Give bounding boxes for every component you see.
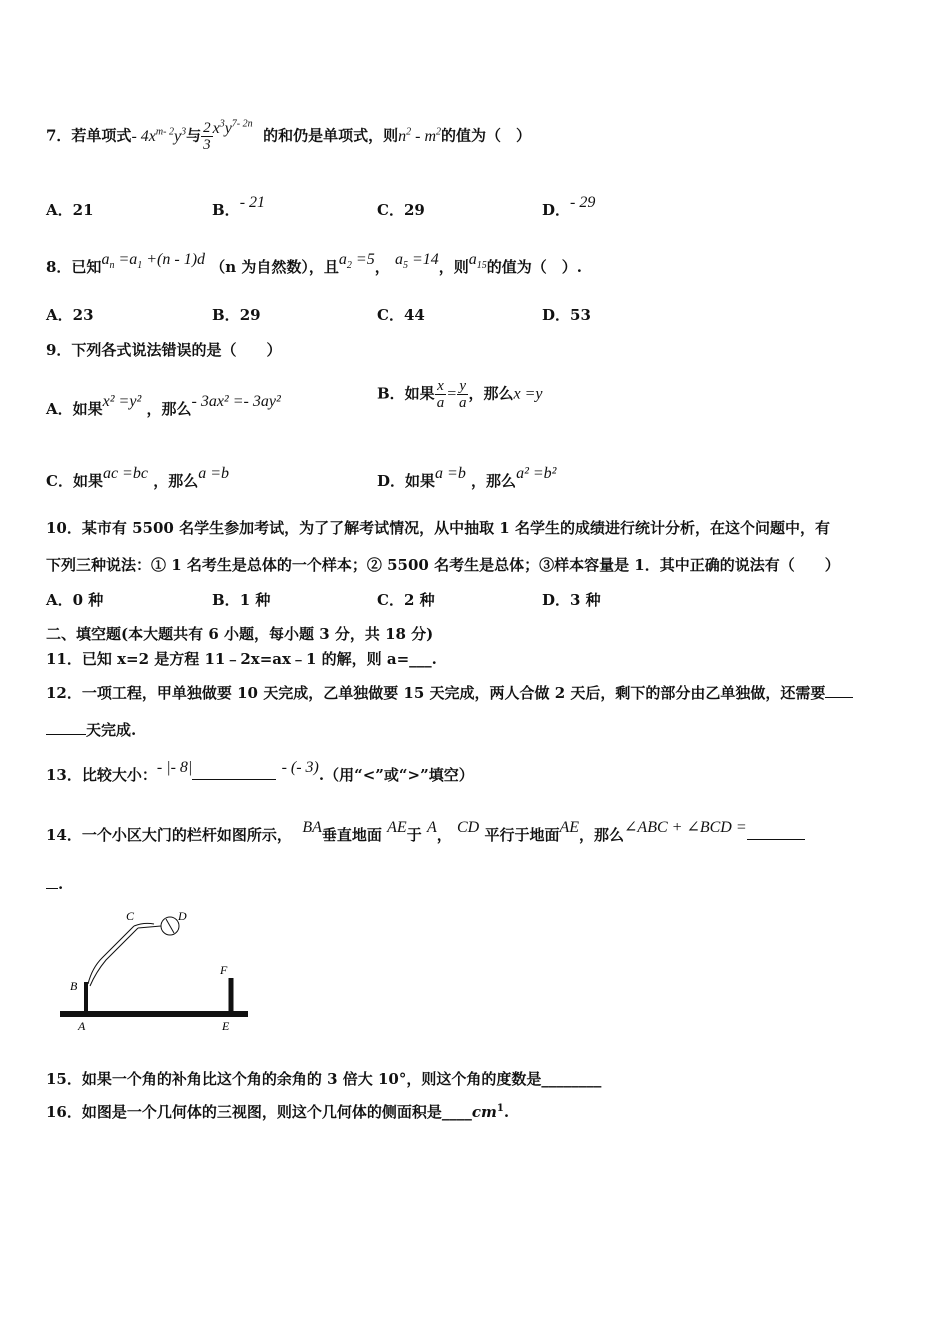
question-13	[46, 759, 474, 785]
q8-a5-var: a	[394, 251, 403, 268]
q8-a5-sub: 5	[402, 260, 408, 272]
q9-c-label: C．如果	[46, 472, 103, 490]
q7-mid: 的和仍是单项式，则	[263, 126, 399, 145]
q7-frac-num: 2	[203, 120, 211, 136]
q8-tail: 的值为（ ）.	[486, 258, 582, 276]
q13-right-expr: - (- 3)	[281, 759, 319, 776]
q14-a: A	[426, 819, 437, 836]
q7-opt-c-label: C．	[377, 201, 404, 219]
q12-tail: 天完成.	[86, 721, 137, 739]
q7-fraction	[201, 120, 213, 153]
q9-d-label: D．如果	[377, 472, 436, 490]
q14-comma: ，	[436, 826, 452, 844]
q8-then: ，则	[438, 258, 469, 276]
q8-a2	[338, 251, 375, 272]
q7-opt-b-value: - 21	[239, 194, 266, 211]
q14-ae: AE	[387, 819, 407, 836]
label-a: A	[78, 1019, 86, 1033]
question-15: 15．如果一个角的补角比这个角的余角的 3 倍大 10°，则这个角的度数是________	[46, 1070, 602, 1088]
q8-opt-d-label: D．	[542, 306, 571, 324]
q8-f-lhs-sub: n	[109, 260, 115, 272]
q7-monomial-1	[131, 128, 186, 145]
q7-expr-nexp: 2	[406, 126, 412, 138]
q9-c-then: ，那么	[153, 472, 199, 490]
q9-b-frac-1	[435, 378, 447, 411]
q9-c-result: a =b	[198, 465, 229, 482]
q14-tail: .	[58, 875, 64, 893]
q14-cd: CD	[456, 819, 480, 836]
q7-frac-den: 3	[203, 137, 211, 153]
q14-ba: BA	[302, 819, 322, 836]
q7-option-d	[542, 194, 596, 220]
q14-then: ，那么	[579, 826, 625, 844]
question-9: 9．下列各式说法错误的是（ ）	[46, 341, 282, 359]
q7-expr-m: m	[424, 127, 436, 145]
q8-a2-sub: 2	[346, 260, 352, 272]
q8-label: 8．已知	[46, 258, 102, 276]
q7-m1-exp: m- 2	[155, 126, 174, 138]
q7-monomial-2	[213, 120, 253, 137]
q10-option-d	[542, 589, 601, 610]
q8-f-rhs2: +(n - 1)d	[142, 251, 206, 268]
q7-opt-d-label: D．	[542, 201, 571, 219]
q8-opt-b-label: B．	[212, 306, 240, 324]
q8-opt-b-value: 29	[239, 306, 261, 324]
q7-m1-yexp: 3	[181, 126, 187, 138]
q8-opt-a-label: A．	[46, 306, 73, 324]
q10-opt-a-label: A．	[46, 591, 73, 609]
q8-a15-sub: 15	[476, 260, 487, 272]
q9-option-c	[46, 465, 229, 491]
q9-b-result: x =y	[513, 385, 543, 403]
q7-opt-d-value: - 29	[570, 194, 596, 211]
q10-option-a	[46, 589, 103, 610]
q9-d-result: a² =b²	[516, 465, 557, 482]
q7-expr-minus: -	[411, 127, 425, 145]
section-2-heading: 二、填空题(本大题共有 6 小题，每小题 3 分，共 18 分)	[46, 625, 434, 643]
q8-a2-val: =5	[351, 251, 375, 268]
q9-option-b	[377, 378, 543, 411]
question-16	[46, 1101, 509, 1122]
q7-option-b	[212, 194, 266, 220]
q9-option-d	[377, 465, 557, 491]
q9-a-label: A．如果	[46, 400, 103, 418]
q16-tail: .	[503, 1103, 510, 1121]
q7-opt-b-label: B．	[212, 201, 240, 219]
question-14	[46, 819, 805, 845]
q7-tail: 的值为（ ）	[441, 126, 532, 145]
q9-b-then: ，那么	[468, 384, 514, 403]
q7-m2-x: x	[212, 119, 220, 137]
q9-b-eq: =	[446, 385, 457, 403]
q8-a5	[394, 251, 439, 272]
question-11: 11．已知 x=2 是方程 11﹣2x=ax﹣1 的解，则 a=___.	[46, 650, 437, 668]
question-12-line-2	[46, 719, 136, 740]
q7-option-a	[46, 199, 94, 220]
q14-blank-a[interactable]	[747, 825, 805, 840]
q7-m1-coef: - 4	[131, 127, 149, 145]
q8-condition: （n 为自然数），且	[210, 258, 339, 276]
q12-text: 12．一项工程，甲单独做要 10 天完成，乙单独做要 15 天完成，两人合做 2 天后，剩下的部分由乙单独做，还需要	[46, 684, 826, 702]
q10-option-b	[212, 589, 270, 610]
q9-a-cond: x² =y²	[102, 393, 142, 410]
q8-f-lhs: a	[101, 251, 110, 268]
q8-a15-var: a	[468, 251, 477, 268]
bar-cd	[138, 926, 161, 928]
q7-expr-n: n	[398, 127, 407, 145]
q8-f-rhs1: =a	[114, 251, 138, 268]
q8-opt-d-value: 53	[570, 306, 591, 324]
q8-f-rhs1-sub: 1	[137, 260, 143, 272]
q9-b-label: B．如果	[377, 384, 435, 403]
q9-option-a	[46, 393, 281, 419]
q7-and: 与	[186, 126, 202, 145]
q7-m1-x: x	[148, 127, 156, 145]
bar-bc-2	[90, 928, 138, 986]
question-8	[46, 251, 582, 279]
q14-expression: ∠ABC + ∠BCD =	[624, 819, 747, 836]
q10-opt-d-label: D．	[542, 591, 571, 609]
q13-left-expr: - |- 8|	[156, 759, 193, 776]
question-10-line-2: 下列三种说法：① 1 名考生是总体的一个样本；② 5500 名考生是总体；③样本容量是 1．其中正确的说法有（ ）	[46, 556, 840, 574]
q7-opt-c-value: 29	[403, 201, 425, 219]
q7-expr-mexp: 2	[436, 126, 441, 138]
question-12-line-1	[46, 682, 853, 703]
q14-at: 于	[406, 826, 422, 844]
q8-option-a	[46, 304, 94, 325]
q8-a15	[468, 251, 487, 272]
q7-m2-xexp: 3	[219, 118, 225, 130]
wheel-spoke	[166, 919, 174, 933]
q8-formula	[101, 251, 206, 272]
q14-label: 14．一个小区大门的栏杆如图所示，	[46, 826, 292, 844]
question-14-line-2	[46, 874, 63, 893]
q14-parallel: 平行于地面	[484, 826, 560, 844]
q14-perp: 垂直地面	[321, 826, 382, 844]
q7-m2-y: y	[224, 119, 232, 137]
q8-comma: ，	[374, 258, 390, 276]
bar-cd-arc	[134, 923, 154, 926]
q10-opt-a-value: 0 种	[72, 591, 104, 609]
q8-a2-var: a	[338, 251, 347, 268]
q7-option-c	[377, 199, 425, 220]
q14-blank-b[interactable]	[46, 874, 58, 889]
q12-blank-b[interactable]	[46, 720, 86, 735]
q10-opt-b-value: 1 种	[239, 591, 271, 609]
question-10-line-1: 10．某市有 5500 名学生参加考试，为了了解考试情况，从中抽取 1 名学生的成绩进行统计分析，在这个问题中，有	[46, 519, 830, 537]
q16-unit-exp: 1	[496, 1103, 504, 1114]
q7-opt-a-label: A．	[46, 201, 73, 219]
q10-opt-d-value: 3 种	[570, 591, 601, 609]
q13-blank[interactable]	[192, 765, 276, 780]
question-7	[46, 120, 531, 153]
q10-opt-c-label: C．	[377, 591, 404, 609]
q16-unit: cm	[471, 1103, 497, 1121]
label-d: D	[178, 909, 187, 923]
q10-option-c	[377, 589, 435, 610]
label-b: B	[70, 979, 78, 993]
q13-tail: .（用“<”或“>”填空）	[318, 766, 474, 784]
q9-d-cond: a =b	[435, 465, 466, 482]
q8-opt-a-value: 23	[72, 306, 94, 324]
q9-a-result: - 3ax² =- 3ay²	[191, 393, 281, 410]
q14-ae2: AE	[559, 819, 579, 836]
q9-b-den2: a	[458, 395, 467, 411]
q9-a-then: ，那么	[146, 400, 192, 418]
q7-label: 7．若单项式	[46, 126, 132, 145]
q9-b-num2: y	[457, 378, 469, 395]
q13-label: 13．比较大小：	[46, 766, 157, 784]
q8-a5-val: =14	[407, 251, 439, 268]
q16-text: 16．如图是一个几何体的三视图，则这个几何体的侧面积是____	[46, 1103, 472, 1121]
q8-opt-c-label: C．	[377, 306, 404, 324]
q7-m2-yexp: 7- 2n	[231, 118, 253, 130]
q8-option-c	[377, 304, 425, 325]
q7-m1-y: y	[173, 127, 182, 145]
q9-b-num1: x	[435, 378, 447, 395]
q12-blank-a[interactable]	[825, 683, 853, 698]
label-f: F	[220, 963, 228, 977]
gate-figure	[58, 908, 258, 1036]
q10-opt-c-value: 2 种	[403, 591, 435, 609]
q8-opt-c-value: 44	[403, 306, 425, 324]
q9-d-then: ，那么	[471, 472, 517, 490]
q9-b-frac-2	[457, 378, 469, 411]
q9-b-den1: a	[436, 395, 445, 411]
q8-option-d	[542, 304, 591, 325]
q7-expression	[398, 128, 441, 145]
label-e: E	[222, 1019, 230, 1033]
q8-option-b	[212, 304, 261, 325]
q10-opt-b-label: B．	[212, 591, 240, 609]
label-c: C	[126, 909, 135, 923]
q7-opt-a-value: 21	[72, 201, 94, 219]
q9-c-cond: ac =bc	[102, 465, 148, 482]
